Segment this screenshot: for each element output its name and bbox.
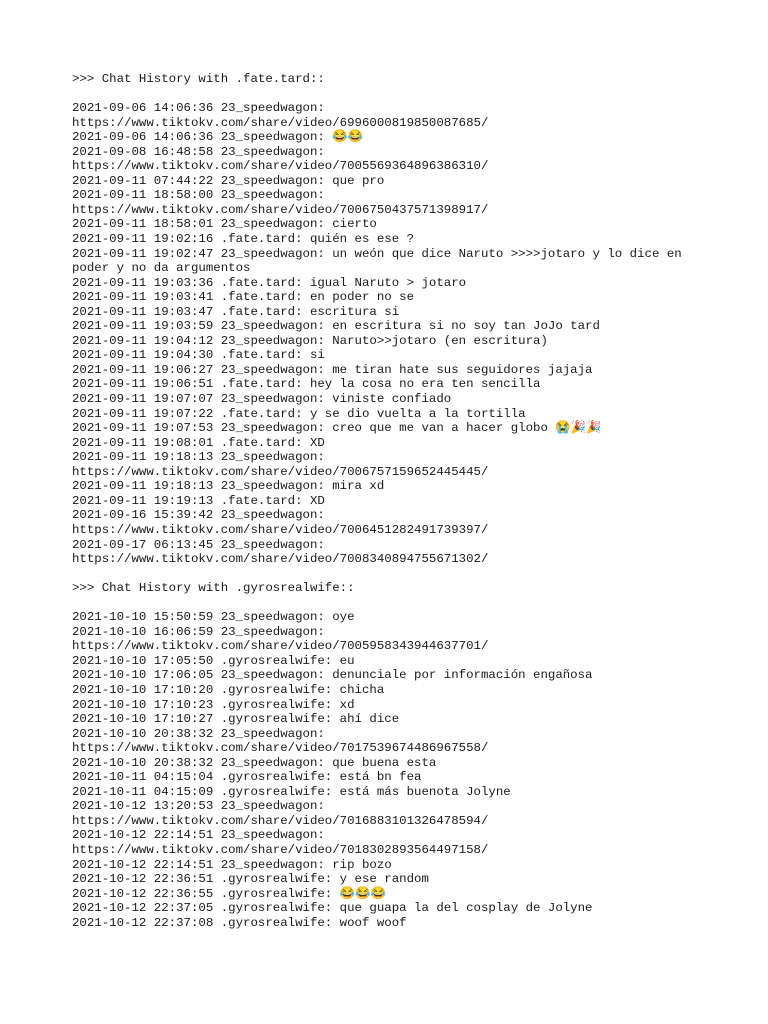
message-line: 2021-10-12 22:14:51 23_speedwagon:	[72, 828, 325, 843]
message-line: 2021-10-10 17:10:23 .gyrosrealwife: xd	[72, 697, 355, 712]
message-line: 2021-10-11 04:15:09 .gyrosrealwife: está más buenota Jolyne	[72, 784, 511, 799]
message-line: 2021-09-11 19:03:41 .fate.tard: en poder no se	[72, 290, 415, 305]
message-line: 2021-09-11 19:07:07 23_speedwagon: viniste confiado	[72, 392, 452, 407]
message-line: 2021-09-06 14:06:36 23_speedwagon:	[72, 101, 325, 116]
message-line: 2021-09-11 18:58:00 23_speedwagon:	[72, 188, 325, 203]
message-line: 2021-09-11 18:58:01 23_speedwagon: cierto	[72, 217, 377, 232]
message-line: 2021-10-11 04:15:04 .gyrosrealwife: está bn fea	[72, 770, 422, 785]
message-line: 2021-10-10 17:06:05 23_speedwagon: denunciale por información engañosa	[72, 668, 593, 683]
message-line: 2021-10-12 22:37:08 .gyrosrealwife: woof woof	[72, 915, 407, 930]
section-spacer	[72, 567, 702, 582]
message-link: https://www.tiktokv.com/share/video/7005958343944637701/	[72, 639, 489, 654]
message-line: 2021-09-08 16:48:58 23_speedwagon:	[72, 144, 325, 159]
message-line: 2021-10-10 17:10:20 .gyrosrealwife: chicha	[72, 682, 385, 697]
message-line: 2021-10-10 20:38:32 23_speedwagon: que buena esta	[72, 755, 437, 770]
message-line: 2021-10-12 22:36:51 .gyrosrealwife: y ese random	[72, 872, 429, 887]
message-line: 2021-09-11 19:04:12 23_speedwagon: Naruto>>jotaro (en escritura)	[72, 333, 548, 348]
message-line: 2021-10-12 22:14:51 23_speedwagon: rip bozo	[72, 857, 392, 872]
message-line: 2021-09-11 19:07:22 .fate.tard: y se dio vuelta a la tortilla	[72, 406, 526, 421]
message-line: 2021-10-12 22:37:05 .gyrosrealwife: que guapa la del cosplay de Jolyne	[72, 901, 593, 916]
message-line: 2021-10-10 16:06:59 23_speedwagon:	[72, 624, 325, 639]
message-link: https://www.tiktokv.com/share/video/7008340894755671302/	[72, 552, 489, 567]
message-line: 2021-10-12 22:36:55 .gyrosrealwife: 😂😂😂	[72, 886, 386, 901]
message-link: https://www.tiktokv.com/share/video/7018302893564497158/	[72, 842, 489, 857]
message-line: 2021-10-10 17:10:27 .gyrosrealwife: ahí dice	[72, 712, 400, 727]
section-spacer	[72, 87, 702, 102]
message-link: https://www.tiktokv.com/share/video/7006757159652445445/	[72, 464, 489, 479]
message-line: 2021-09-11 19:07:53 23_speedwagon: creo que me van a hacer globo 😭🎉🎉	[72, 421, 602, 436]
message-line: 2021-09-06 14:06:36 23_speedwagon: 😂😂	[72, 130, 364, 145]
message-line: 2021-10-10 15:50:59 23_speedwagon: oye	[72, 610, 355, 625]
message-line: 2021-09-11 07:44:22 23_speedwagon: que pro	[72, 173, 385, 188]
message-link: https://www.tiktokv.com/share/video/7016883101326478594/	[72, 813, 489, 828]
message-line: 2021-09-11 19:06:51 .fate.tard: hey la cosa no era ten sencilla	[72, 377, 541, 392]
message-line: 2021-10-10 20:38:32 23_speedwagon:	[72, 726, 325, 741]
chat-section-header: >>> Chat History with .fate.tard::	[72, 72, 325, 86]
message-line: 2021-09-11 19:18:13 23_speedwagon: mira xd	[72, 479, 385, 494]
chat-log-document	[72, 72, 702, 930]
message-line: 2021-09-11 19:03:47 .fate.tard: escritura si	[72, 304, 400, 319]
message-line: 2021-09-11 19:06:27 23_speedwagon: me tiran hate sus seguidores jajaja	[72, 362, 593, 377]
message-line: 2021-10-10 17:05:50 .gyrosrealwife: eu	[72, 653, 355, 668]
message-line: 2021-09-17 06:13:45 23_speedwagon:	[72, 537, 325, 552]
message-line: 2021-09-11 19:03:36 .fate.tard: igual Naruto > jotaro	[72, 275, 467, 290]
message-line: 2021-09-11 19:04:30 .fate.tard: si	[72, 348, 325, 363]
message-link: https://www.tiktokv.com/share/video/7006451282491739397/	[72, 522, 489, 537]
message-line: 2021-09-11 19:08:01 .fate.tard: XD	[72, 435, 325, 450]
message-line: 2021-09-11 19:02:47 23_speedwagon: un weón que dice Naruto >>>>jotaro y lo dice en poder y no da argumentos	[72, 246, 690, 276]
message-line: 2021-09-16 15:39:42 23_speedwagon:	[72, 508, 325, 523]
message-link: https://www.tiktokv.com/share/video/7017539674486967558/	[72, 741, 489, 756]
message-link: https://www.tiktokv.com/share/video/6996000819850087685/	[72, 115, 489, 130]
message-link: https://www.tiktokv.com/share/video/7006750437571398917/	[72, 202, 489, 217]
message-link: https://www.tiktokv.com/share/video/7005569364896386310/	[72, 159, 489, 174]
message-line: 2021-09-11 19:18:13 23_speedwagon:	[72, 450, 325, 465]
message-line: 2021-10-12 13:20:53 23_speedwagon:	[72, 799, 325, 814]
message-line: 2021-09-11 19:02:16 .fate.tard: quién es ese ?	[72, 232, 415, 247]
section-spacer	[72, 596, 702, 611]
chat-section-header: >>> Chat History with .gyrosrealwife::	[72, 581, 355, 596]
message-line: 2021-09-11 19:19:13 .fate.tard: XD	[72, 493, 325, 508]
message-line: 2021-09-11 19:03:59 23_speedwagon: en escritura si no soy tan JoJo tard	[72, 319, 600, 334]
